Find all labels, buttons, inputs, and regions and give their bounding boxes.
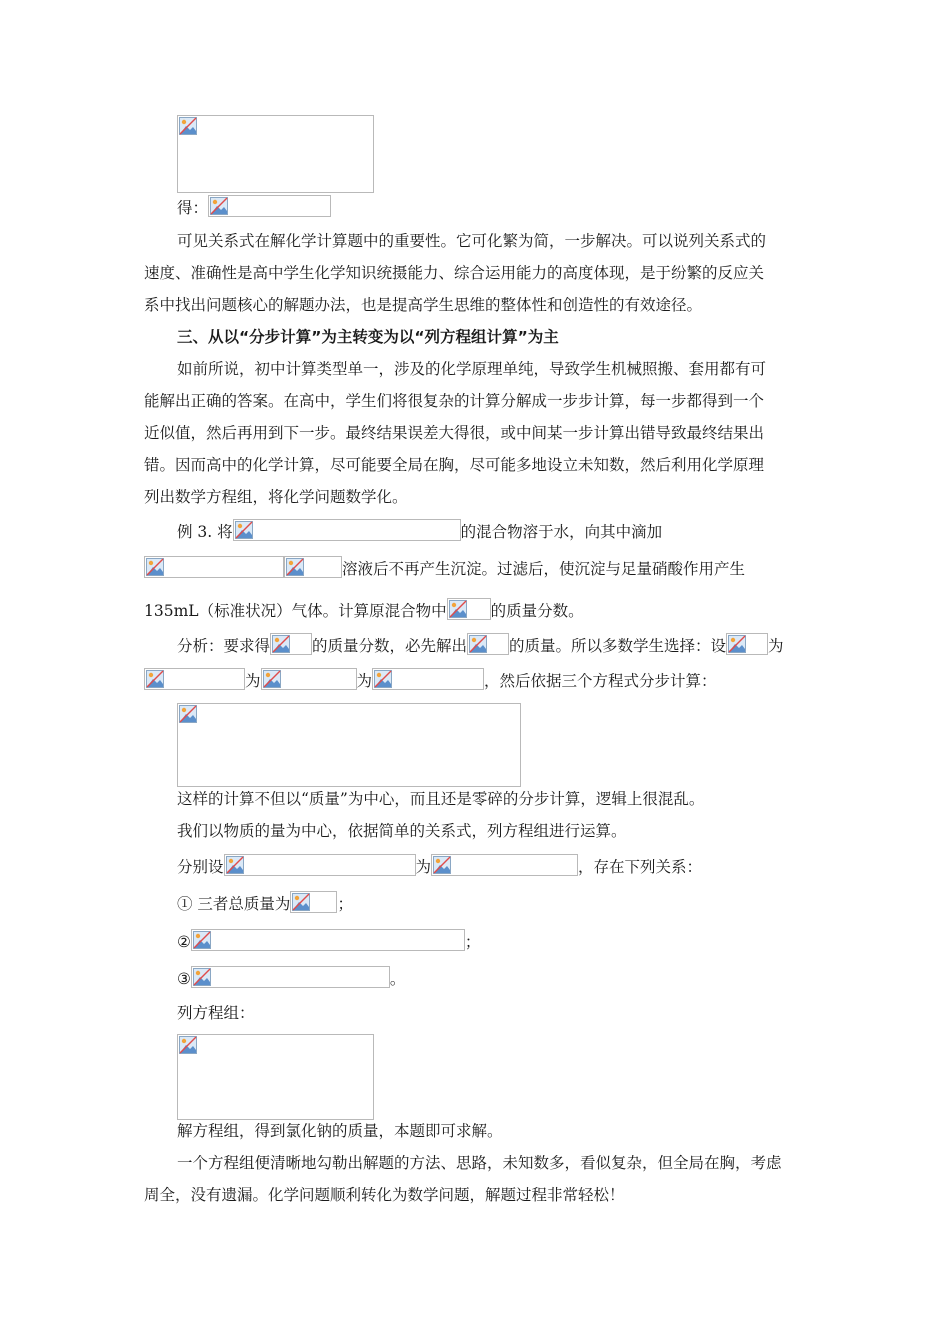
example-text: 135mL（标准状况）气体。计算原混合物中 bbox=[144, 602, 447, 620]
broken-image-icon bbox=[449, 600, 467, 618]
formula-image bbox=[284, 556, 342, 578]
paragraph-line: 可见关系式在解化学计算题中的重要性。它可化繁为简，一步解决。可以说列关系式的 bbox=[177, 232, 767, 250]
paragraph-line: 一个方程组便清晰地勾勒出解题的方法、思路，未知数多，看似复杂，但全局在胸，考虑 bbox=[177, 1154, 782, 1172]
broken-image-icon bbox=[193, 931, 211, 949]
example-line bbox=[144, 556, 745, 579]
broken-image-icon bbox=[235, 521, 253, 539]
formula-image bbox=[191, 929, 465, 951]
example-text: 溶液后不再产生沉淀。过滤后，使沉淀与足量硝酸作用产生 bbox=[342, 560, 746, 578]
relation-line bbox=[177, 929, 480, 952]
formula-image bbox=[144, 668, 245, 690]
section-heading: 三、从以“分步计算”为主转变为以“列方程组计算”为主 bbox=[177, 328, 559, 346]
variable-line bbox=[177, 854, 702, 877]
paragraph-line: 这样的计算不但以“质量”为中心，而且还是零碎的分步计算，逻辑上很混乱。 bbox=[177, 790, 705, 808]
formula-image bbox=[447, 598, 491, 620]
paragraph-line: 周全，没有遗漏。化学问题顺利转化为数学问题，解题过程非常轻松！ bbox=[144, 1186, 625, 1204]
relation-text: 。 bbox=[389, 970, 406, 988]
formula-image bbox=[261, 668, 357, 690]
broken-image-icon bbox=[292, 893, 310, 911]
analysis-text: 分析：要求得 bbox=[177, 637, 271, 655]
broken-image-icon bbox=[179, 117, 197, 135]
example-text: 例 3. 将 bbox=[177, 523, 233, 541]
variable-text: 分别设 bbox=[177, 858, 224, 876]
paragraph-line: 如前所说，初中计算类型单一，涉及的化学原理单纯，导致学生机械照搬、套用都有可 bbox=[177, 360, 767, 378]
broken-image-icon bbox=[469, 635, 487, 653]
paragraph-line: 速度、准确性是高中学生化学知识统摄能力、综合运用能力的高度体现，是于纷繁的反应关 bbox=[144, 264, 765, 282]
analysis-text: 的质量。所以多数学生选择：设 bbox=[509, 637, 727, 655]
formula-image bbox=[191, 966, 390, 988]
result-label: 得： bbox=[177, 199, 209, 217]
broken-image-icon bbox=[179, 705, 197, 723]
calculation-image bbox=[177, 703, 521, 787]
example-text: 的混合物溶于水，向其中滴加 bbox=[460, 523, 663, 541]
analysis-text: 为 bbox=[245, 672, 261, 690]
variable-text: ，存在下列关系： bbox=[578, 858, 703, 876]
broken-image-icon bbox=[193, 968, 211, 986]
broken-image-icon bbox=[272, 635, 290, 653]
equation-system-image bbox=[177, 1034, 374, 1120]
paragraph-line: 错。因而高中的化学计算，尽可能要全局在胸，尽可能多地设立未知数，然后利用化学原理 bbox=[144, 456, 765, 474]
broken-image-icon bbox=[263, 670, 281, 688]
analysis-text: 为 bbox=[356, 672, 373, 690]
relation-line bbox=[177, 966, 405, 989]
broken-image-icon bbox=[146, 670, 164, 688]
formula-image bbox=[726, 633, 768, 655]
analysis-text: 的质量分数，必先解出 bbox=[312, 637, 468, 655]
broken-image-icon bbox=[179, 1036, 197, 1054]
analysis-text: ，然后依据三个方程式分步计算： bbox=[484, 672, 717, 690]
paragraph-line: 列方程组： bbox=[177, 1004, 255, 1022]
paragraph-line: 列出数学方程组，将化学问题数学化。 bbox=[144, 488, 408, 506]
relation-text: ② bbox=[177, 933, 191, 951]
relation-text: ； bbox=[464, 933, 481, 951]
paragraph-line: 能解出正确的答案。在高中，学生们将很复杂的计算分解成一步步计算，每一步都得到一个 bbox=[144, 392, 765, 410]
paragraph-line: 我们以物质的量为中心，依据简单的关系式，列方程组进行运算。 bbox=[177, 822, 627, 840]
broken-image-icon bbox=[286, 558, 304, 576]
paragraph-line: 解方程组，得到氯化钠的质量，本题即可求解。 bbox=[177, 1122, 503, 1140]
broken-image-icon bbox=[728, 635, 746, 653]
example-text: 的质量分数。 bbox=[490, 602, 584, 620]
broken-image-icon bbox=[433, 856, 451, 874]
paragraph-line: 系中找出问题核心的解题办法，也是提高学生思维的整体性和创造性的有效途径。 bbox=[144, 296, 703, 314]
broken-image-icon bbox=[226, 856, 244, 874]
formula-image bbox=[224, 854, 416, 876]
analysis-line bbox=[177, 633, 784, 656]
formula-image bbox=[270, 633, 312, 655]
result-line bbox=[177, 195, 331, 218]
variable-text: 为 bbox=[415, 858, 432, 876]
example-line bbox=[144, 598, 584, 621]
broken-image-icon bbox=[210, 197, 228, 215]
result-image bbox=[208, 195, 331, 217]
analysis-text: 为 bbox=[768, 637, 784, 655]
formula-image bbox=[144, 556, 284, 578]
broken-image-icon bbox=[374, 670, 392, 688]
equation-image bbox=[177, 115, 374, 193]
broken-image-icon bbox=[146, 558, 164, 576]
formula-image bbox=[431, 854, 578, 876]
analysis-line bbox=[144, 668, 717, 691]
example-line bbox=[177, 519, 662, 542]
formula-image bbox=[372, 668, 484, 690]
relation-text: ③ bbox=[177, 970, 191, 988]
formula-image bbox=[467, 633, 509, 655]
formula-image bbox=[290, 891, 337, 913]
formula-image bbox=[233, 519, 461, 541]
relation-line bbox=[177, 891, 353, 914]
relation-text: ； bbox=[337, 895, 353, 913]
paragraph-line: 近似值，然后再用到下一步。最终结果误差大得很，或中间某一步计算出错导致最终结果出 bbox=[144, 424, 765, 442]
relation-text: ① 三者总质量为 bbox=[177, 895, 291, 913]
